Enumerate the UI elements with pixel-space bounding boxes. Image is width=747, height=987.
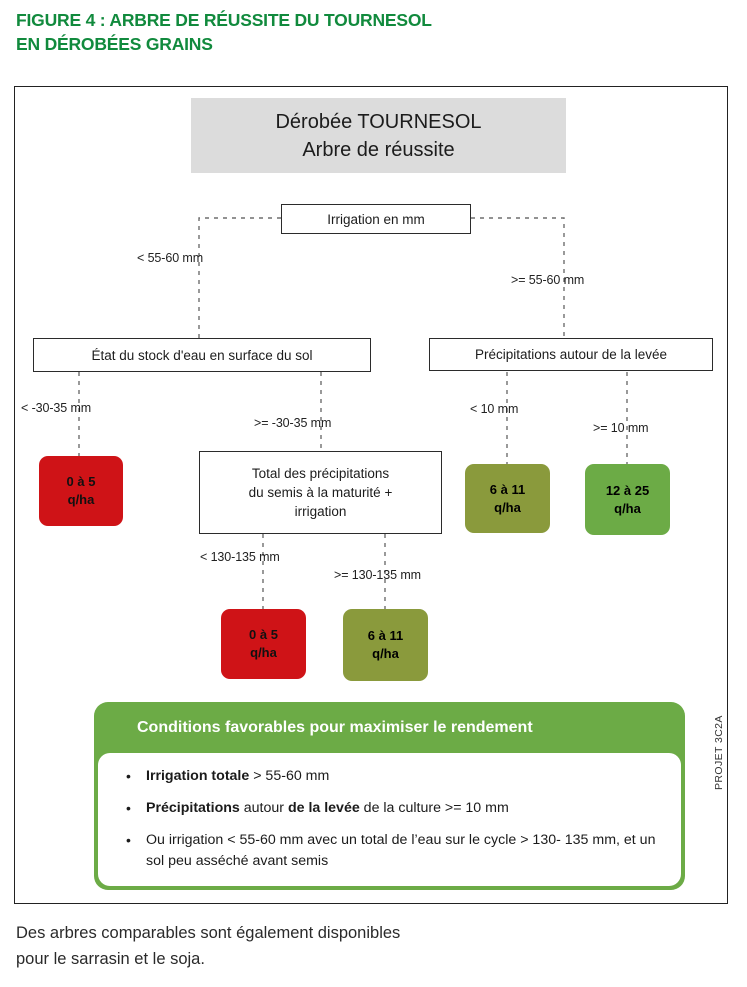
edge-label-stock-high: >= -30-35 mm	[254, 416, 332, 430]
node-irrigation[interactable]	[281, 204, 471, 234]
node-total-precipitations-line-1: Total des précipitations	[251, 466, 390, 481]
figure-title-line-2: EN DÉROBÉES GRAINS	[16, 34, 213, 54]
node-precipitations-levee-label: Précipitations autour de la levée	[474, 347, 668, 362]
side-credit: PROJET 3C2A	[713, 715, 725, 790]
figure-caption-line-2: pour le sarrasin et le soja.	[16, 950, 205, 968]
leaf-line-1: 0 à 5	[66, 474, 96, 489]
leaf-6-a-11-precip-faible[interactable]	[465, 464, 550, 533]
bullet-2-text-1: autour	[239, 800, 288, 816]
edge-label-precip-high: >= 10 mm	[593, 421, 649, 435]
bullet-2-text-2: de la culture >= 10 mm	[359, 800, 509, 816]
edge-label-total-high: >= 130-135 mm	[334, 568, 421, 582]
bullet-3-text-1: Ou irrigation < 55-60 mm avec un total de l’eau sur le cycle	[146, 832, 517, 848]
node-total-precipitations-line-3: irrigation	[294, 504, 347, 519]
diagram-header-line-2: Arbre de réussite	[302, 138, 455, 161]
bullet-1-text-1: > 55-60 mm	[249, 768, 330, 784]
bullet-2-bold-2: de la levée	[287, 800, 360, 816]
leaf-0-a-5-total-faible[interactable]	[221, 609, 306, 679]
node-irrigation-label: Irrigation en mm	[327, 211, 425, 227]
conclusion-callout	[94, 702, 685, 890]
diagram-header	[191, 98, 566, 173]
leaf-line-1: 0 à 5	[249, 627, 278, 642]
leaf-line-1: 12 à 25	[605, 482, 650, 498]
conclusion-bullet-2	[120, 798, 659, 819]
decision-tree-diagram	[14, 86, 728, 904]
conclusion-bullet-list	[120, 766, 659, 872]
bullet-3-text-2: > 130- 135 mm, et un sol peu asséché avant semis	[146, 832, 656, 869]
leaf-line-1: 6 à 11	[367, 628, 404, 643]
edge-label-total-low: < 130-135 mm	[200, 550, 280, 564]
figure-title	[16, 8, 716, 56]
node-stock-eau-label: État du stock d'eau en surface du sol	[91, 347, 313, 363]
leaf-line-2: q/ha	[494, 499, 521, 515]
figure-caption	[16, 920, 716, 972]
edge-label-stock-low: < -30-35 mm	[21, 401, 92, 415]
conclusion-bullet-3	[120, 830, 659, 872]
bullet-2-bold-1: Précipitations	[146, 800, 240, 816]
conclusion-bullet-1	[120, 766, 659, 787]
leaf-line-2: q/ha	[614, 500, 641, 516]
edge-label-irrigation-high: >= 55-60 mm	[511, 273, 585, 287]
leaf-line-2: q/ha	[250, 645, 277, 660]
conclusion-body	[98, 753, 681, 886]
node-total-precipitations-line-2: du semis à la maturité +	[248, 485, 393, 500]
conclusion-title: Conditions favorables pour maximiser le rendement	[137, 719, 533, 736]
node-total-precipitations[interactable]	[199, 451, 442, 534]
bullet-1-bold-1: Irrigation totale	[146, 768, 250, 784]
leaf-0-a-5-sol-sec[interactable]	[39, 456, 123, 526]
figure-title-line-1: FIGURE 4 : ARBRE DE RÉUSSITE DU TOURNESOL	[16, 10, 432, 30]
leaf-6-a-11-total-eleve[interactable]	[343, 609, 428, 681]
node-stock-eau[interactable]	[33, 338, 371, 372]
diagram-header-line-1: Dérobée TOURNESOL	[275, 110, 482, 133]
edge-label-irrigation-low: < 55-60 mm	[137, 251, 204, 265]
node-precipitations-levee[interactable]	[429, 338, 713, 371]
leaf-line-2: q/ha	[372, 646, 399, 661]
leaf-line-1: 6 à 11	[489, 481, 526, 497]
figure-caption-line-1: Des arbres comparables sont également disponibles	[16, 924, 401, 942]
leaf-12-a-25-precip-eleve[interactable]	[585, 464, 670, 535]
leaf-line-2: q/ha	[67, 492, 95, 507]
edge-label-precip-low: < 10 mm	[470, 402, 519, 416]
